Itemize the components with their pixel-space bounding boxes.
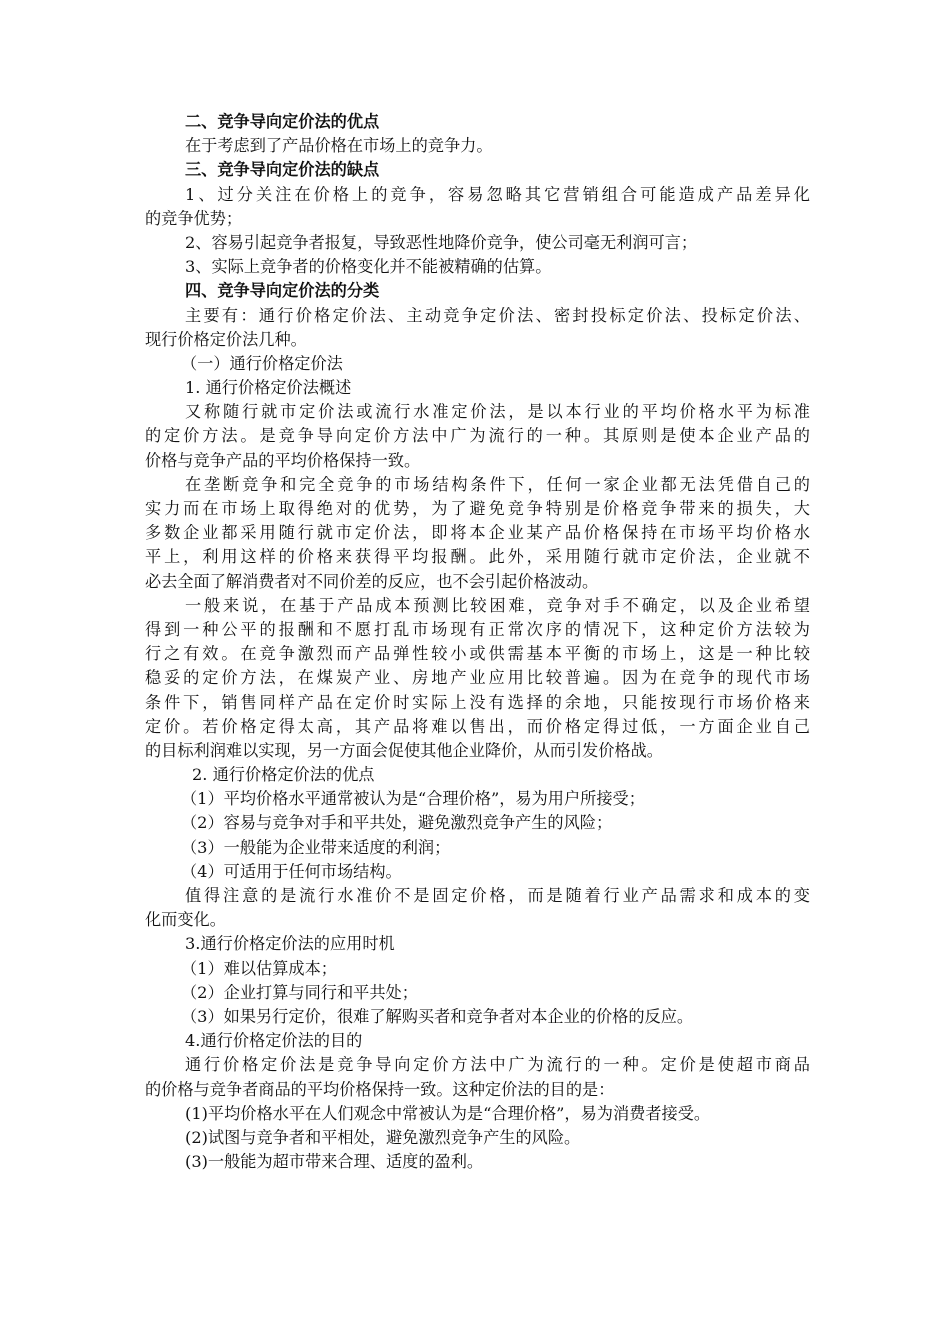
- text-line: 主要有：通行价格定价法、主动竞争定价法、密封投标定价法、投标定价法、: [185, 305, 810, 325]
- text-line: 得到一种公平的报酬和不愿打乱市场现有正常次序的情况下，这种定价方法较为: [145, 619, 810, 639]
- text-line: 又称随行就市定价法或流行水准定价法，是以本行业的平均价格水平为标准: [185, 402, 810, 422]
- text-line: （2）容易与竞争对手和平共处，避免激烈竞争产生的风险；: [181, 813, 613, 833]
- text-line: 的目标利润难以实现，另一方面会促使其他企业降价，从而引发价格战。: [145, 740, 663, 760]
- text-line: 1、过分关注在价格上的竞争，容易忽略其它营销组合可能造成产品差异化: [185, 184, 810, 204]
- text-line: 在于考虑到了产品价格在市场上的竞争力。: [185, 136, 493, 156]
- text-line: 3、实际上竞争者的价格变化并不能被精确的估算。: [185, 257, 552, 277]
- text-line: 在垄断竞争和完全竞争的市场结构条件下，任何一家企业都无法凭借自己的: [185, 474, 810, 494]
- text-line: 的定价方法。是竞争导向定价方法中广为流行的一种。其原则是使本企业产品的: [145, 426, 810, 446]
- text-line: 稳妥的定价方法，在煤炭产业、房地产业应用比较普遍。因为在竞争的现代市场: [145, 668, 810, 688]
- text-line: （4）可适用于任何市场结构。: [181, 861, 402, 881]
- text-line: 2. 通行价格定价法的优点: [192, 765, 375, 785]
- text-line: 的价格与竞争者商品的平均价格保持一致。这种定价法的目的是：: [145, 1079, 615, 1099]
- text-line: 条件下，销售同样产品在定价时实际上没有选择的余地，只能按现行市场价格来: [145, 692, 810, 712]
- text-line: （2）企业打算与同行和平共处；: [181, 982, 418, 1002]
- text-line: 3.通行价格定价法的应用时机: [185, 934, 395, 954]
- text-line: （3）如果另行定价，很难了解购买者和竞争者对本企业的价格的反应。: [181, 1006, 694, 1026]
- text-line: 4.通行价格定价法的目的: [185, 1031, 363, 1051]
- text-line: （一）通行价格定价法: [181, 353, 343, 373]
- text-line: 2、容易引起竞争者报复，导致恶性地降价竞争，使公司毫无利润可言；: [185, 232, 698, 252]
- text-line: （3）一般能为企业带来适度的利润；: [181, 837, 451, 857]
- text-line: 化而变化。: [145, 910, 226, 930]
- text-line: 行之有效。在竞争激烈而产品弹性较小或供需基本平衡的市场上，这是一种比较: [145, 644, 810, 664]
- text-line: 平上，利用这样的价格来获得平均报酬。此外，采用随行就市定价法，企业就不: [145, 547, 810, 567]
- text-line: (2)试图与竞争者和平相处，避免激烈竞争产生的风险。: [185, 1127, 581, 1147]
- text-line: 多数企业都采用随行就市定价法，即将本企业某产品价格保持在市场平均价格水: [145, 523, 810, 543]
- text-line: (3)一般能为超市带来合理、适度的盈利。: [185, 1152, 484, 1172]
- section-heading: 三、竞争导向定价法的缺点: [185, 160, 380, 180]
- document-page: [145, 110, 810, 1174]
- text-line: 现行价格定价法几种。: [145, 329, 307, 349]
- text-line: 值得注意的是流行水准价不是固定价格，而是随着行业产品需求和成本的变: [185, 886, 810, 905]
- text-line: 实力而在市场上取得绝对的优势，为了避免竞争特别是价格竞争带来的损失，大: [145, 499, 810, 518]
- text-line: 一般来说，在基于产品成本预测比较困难，竞争对手不确定，以及企业希望: [185, 595, 810, 615]
- text-line: 定价。若价格定得太高，其产品将难以售出，而价格定得过低，一方面企业自己: [145, 716, 810, 736]
- document-body: [145, 110, 810, 1174]
- section-heading: 二、竞争导向定价法的优点: [185, 112, 380, 131]
- text-line: 1. 通行价格定价法概述: [185, 378, 352, 398]
- text-line: 价格与竞争产品的平均价格保持一致。: [145, 450, 421, 470]
- text-line: （1）平均价格水平通常被认为是“合理价格”，易为用户所接受；: [181, 789, 645, 809]
- section-heading: 四、竞争导向定价法的分类: [185, 281, 380, 301]
- text-line: （1）难以估算成本；: [181, 958, 337, 978]
- text-line: 必去全面了解消费者对不同价差的反应，也不会引起价格波动。: [145, 571, 599, 591]
- text-line: 的竞争优势；: [145, 208, 243, 228]
- text-line: 通行价格定价法是竞争导向定价方法中广为流行的一种。定价是使超市商品: [185, 1055, 810, 1075]
- text-line: (1)平均价格水平在人们观念中常被认为是“合理价格”，易为消费者接受。: [185, 1103, 711, 1123]
